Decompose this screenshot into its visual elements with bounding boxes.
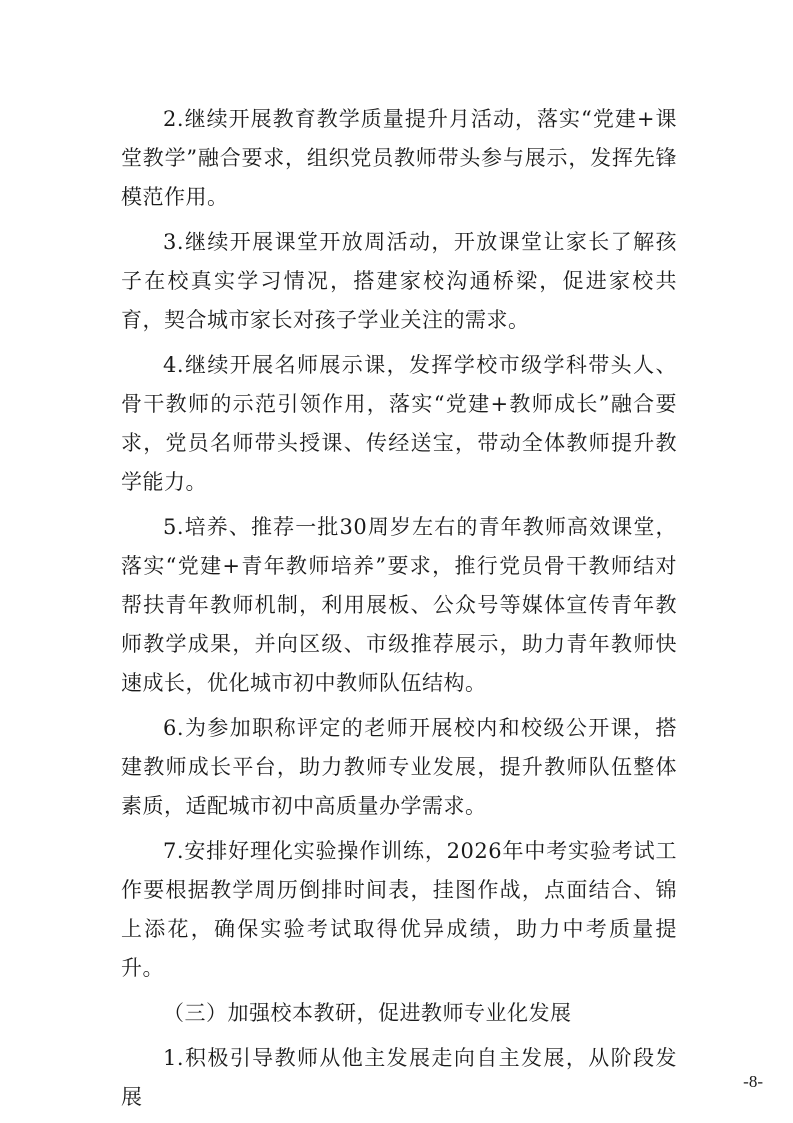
page-number: -8-	[743, 1072, 763, 1091]
document-body	[121, 100, 677, 1123]
section-heading: （三）加强校本教研，促进教师专业化发展	[163, 1001, 572, 1025]
paragraph-item-3: 3.继续开展课堂开放周活动，开放课堂让家长了解孩子在校真实学习情况，搭建家校沟通桥梁，促进家校共育，契合城市家长对孩子学业关注的需求。	[121, 230, 677, 332]
paragraph-item-2: 2.继续开展教育教学质量提升月活动，落实“党建+课堂教学”融合要求，组织党员教师带头参与展示，发挥先锋模范作用。	[121, 107, 677, 209]
paragraph-item-5: 5.培养、推荐一批30周岁左右的青年教师高效课堂，落实“党建+青年教师培养”要求，推行党员骨干教师结对帮扶青年教师机制，利用展板、公众号等媒体宣传青年教师教学成果，并向区级、市级推荐展示，助力青年教师快速成长，优化城市初中教师队伍结构。	[121, 515, 677, 695]
paragraph-item-6: 6.为参加职称评定的老师开展校内和校级公开课，搭建教师成长平台，助力教师专业发展，提升教师队伍整体素质，适配城市初中高质量办学需求。	[121, 716, 677, 818]
paragraph-item-7: 7.安排好理化实验操作训练，2026年中考实验考试工作要根据教学周历倒排时间表，挂图作战，点面结合、锦上添花，确保实验考试取得优异成绩，助力中考质量提升。	[121, 839, 677, 980]
paragraph-item-4: 4.继续开展名师展示课，发挥学校市级学科带头人、骨干教师的示范引领作用，落实“党建+教师成长”融合要求，党员名师带头授课、传经送宝，带动全体教师提升教学能力。	[121, 353, 677, 494]
paragraph-item-1: 1.积极引导教师从他主发展走向自主发展，从阶段发展	[121, 1046, 677, 1109]
